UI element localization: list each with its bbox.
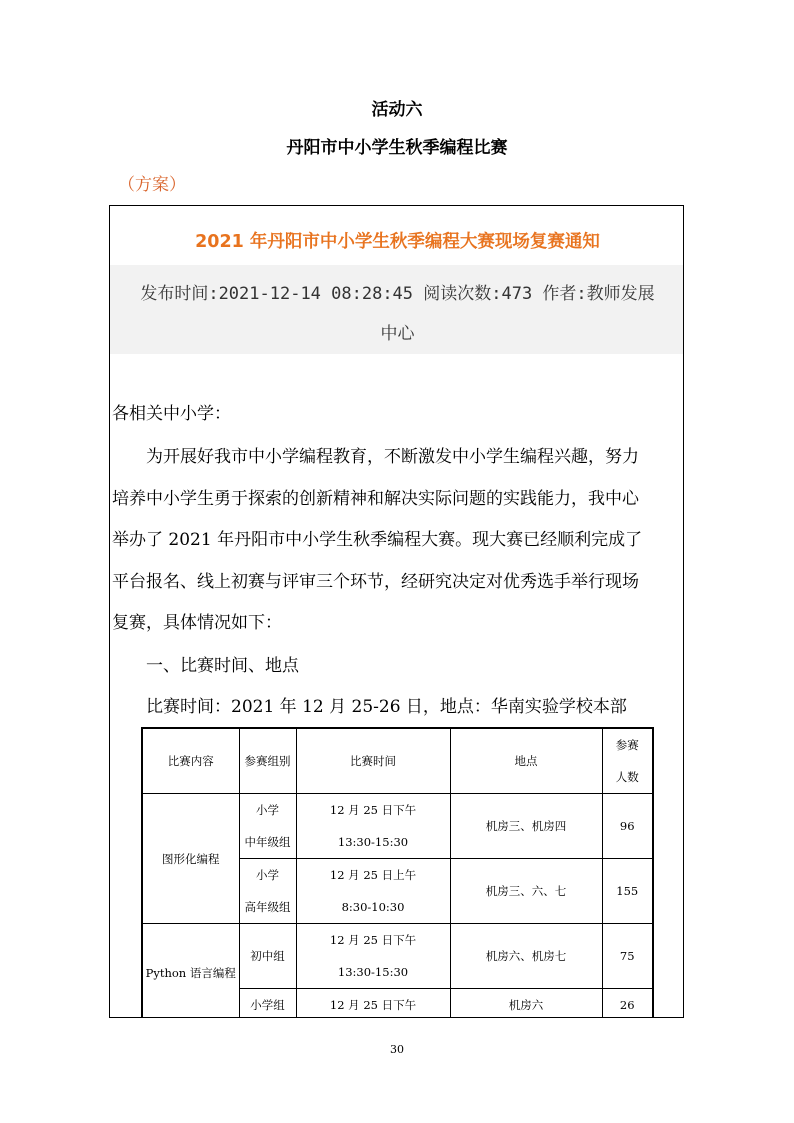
group-line-1: 小学	[256, 803, 279, 817]
group-cell	[239, 794, 296, 859]
table-row	[142, 794, 653, 859]
header-count-line-2: 人数	[615, 770, 639, 784]
place-cell: 机房三、六、七	[450, 859, 602, 924]
body-line-1: 为开展好我市中小学编程教育，不断激发中小学生编程兴趣，努力	[146, 447, 639, 467]
time-cell	[296, 859, 450, 924]
notice-meta-line-2: 中心	[380, 324, 415, 344]
header-count-line-1: 参赛	[615, 738, 639, 752]
time-cell	[296, 794, 450, 859]
group-cell: 小学组	[239, 989, 296, 1019]
time-line-1: 12 月 25 日下午	[329, 803, 417, 817]
place-cell: 机房六	[450, 989, 602, 1019]
page-subheading: 丹阳市中小学生秋季编程比赛	[286, 138, 508, 158]
body-line-3: 举办了 2021 年丹阳市中小学生秋季编程大赛。现大赛已经顺利完成了	[112, 530, 643, 550]
header-place: 地点	[450, 728, 602, 794]
body-line-5: 复赛，具体情况如下：	[112, 613, 282, 633]
notice-title: 2021 年丹阳市中小学生秋季编程大赛现场复赛通知	[195, 232, 600, 252]
header-time: 比赛时间	[296, 728, 450, 794]
body-line-4: 平台报名、线上初赛与评审三个环节，经研究决定对优秀选手举行现场	[112, 572, 639, 592]
plan-label: （方案）	[118, 175, 186, 195]
table-row	[142, 924, 653, 989]
category-cell: 图形化编程	[142, 794, 239, 924]
time-line-1: 12 月 25 日上午	[329, 868, 417, 882]
section-1-heading: 一、比赛时间、地点	[146, 656, 299, 676]
time-line-1: 12 月 25 日下午	[329, 933, 417, 947]
category-cell: Python 语言编程	[142, 924, 239, 1019]
header-count	[602, 728, 653, 794]
competition-table	[141, 727, 654, 1018]
header-content: 比赛内容	[142, 728, 239, 794]
header-group: 参赛组别	[239, 728, 296, 794]
group-line-2: 高年级组	[244, 900, 291, 914]
place-cell: 机房六、机房七	[450, 924, 602, 989]
count-cell: 75	[602, 924, 653, 989]
count-cell: 96	[602, 794, 653, 859]
salutation: 各相关中小学：	[112, 404, 231, 424]
notice-meta	[110, 265, 684, 354]
time-line-2: 13:30-15:30	[337, 835, 409, 849]
count-cell: 26	[602, 989, 653, 1019]
count-cell: 155	[602, 859, 653, 924]
notice-meta-line-1: 发布时间:2021-12-14 08:28:45 阅读次数:473 作者:教师发展	[140, 284, 655, 304]
table-header-row	[142, 728, 653, 794]
section-1-detail: 比赛时间：2021 年 12 月 25-26 日，地点：华南实验学校本部	[146, 697, 627, 717]
group-line-2: 中年级组	[244, 835, 291, 849]
page-number: 30	[390, 1043, 404, 1056]
time-line-2: 13:30-15:30	[337, 965, 409, 979]
body-line-2: 培养中小学生勇于探索的创新精神和解决实际问题的实践能力，我中心	[112, 489, 639, 509]
group-cell	[239, 859, 296, 924]
time-line-2: 8:30-10:30	[341, 900, 405, 914]
group-line-1: 小学	[256, 868, 279, 882]
page-heading: 活动六	[371, 100, 423, 120]
place-cell: 机房三、机房四	[450, 794, 602, 859]
notice-panel	[109, 205, 684, 1018]
time-cell	[296, 924, 450, 989]
time-cell: 12 月 25 日下午	[296, 989, 450, 1019]
group-cell: 初中组	[239, 924, 296, 989]
